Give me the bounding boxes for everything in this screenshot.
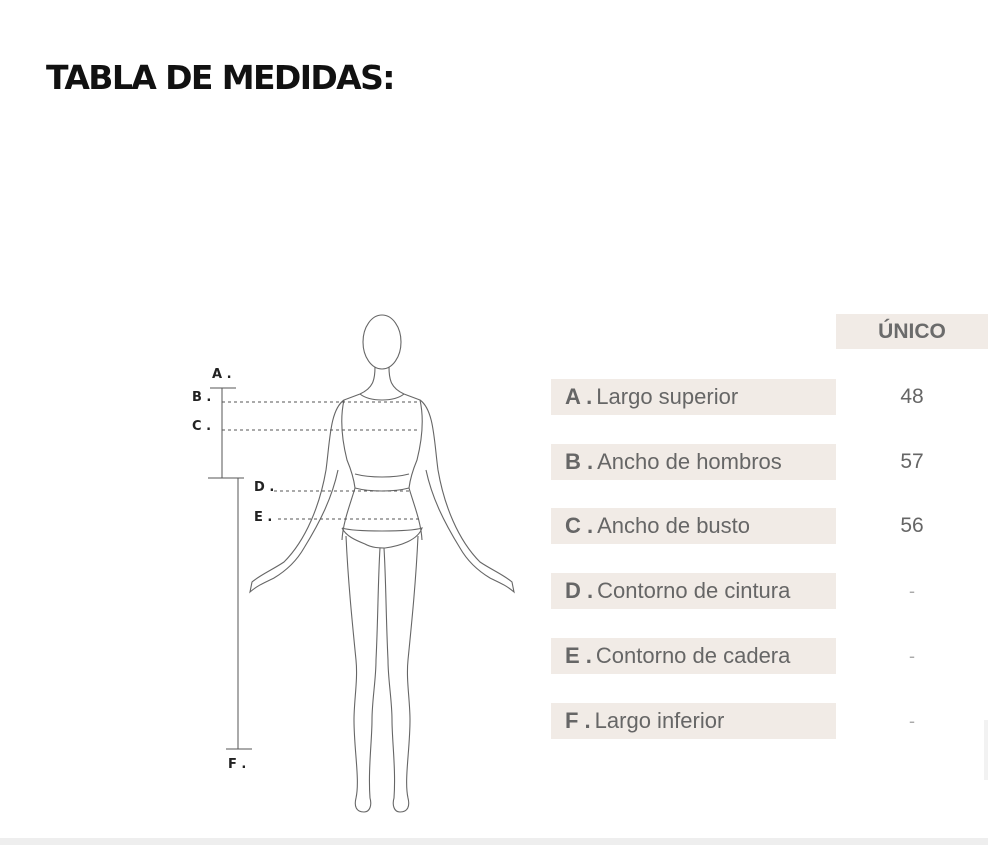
- measure-row-value: -: [909, 580, 915, 601]
- row-letter: F .: [565, 708, 591, 733]
- figure-label-e: E .: [254, 510, 273, 525]
- scroll-edge: [984, 720, 988, 780]
- figure-briefs: [342, 528, 422, 548]
- page-title: TABLA DE MEDIDAS:: [46, 58, 394, 97]
- figure-label-f: F .: [228, 757, 247, 772]
- row-letter: D .: [565, 578, 594, 603]
- measure-row-value: 57: [900, 450, 924, 473]
- measure-row-label: [551, 638, 836, 674]
- row-name: Contorno de cintura: [597, 578, 791, 603]
- figure-label-a: A .: [212, 367, 232, 382]
- figure-label-d: D .: [254, 480, 275, 495]
- body-outline-illustration: [180, 300, 540, 820]
- row-name: Ancho de hombros: [597, 449, 782, 474]
- row-name: Largo superior: [596, 384, 739, 409]
- measure-row-value: -: [909, 645, 915, 666]
- measure-row-value: -: [909, 710, 915, 731]
- figure-left-leg: [346, 536, 380, 812]
- row-name: Ancho de busto: [597, 513, 751, 538]
- measure-row-label: [551, 444, 836, 480]
- row-name: Contorno de cadera: [595, 643, 791, 668]
- figure-right-arm: [420, 400, 514, 592]
- row-letter: C .: [565, 513, 594, 538]
- figure-right-leg: [384, 536, 418, 812]
- figure-waistband: [355, 474, 409, 491]
- bottom-divider: [0, 838, 988, 845]
- figure-neckline: [360, 394, 404, 400]
- measure-row-label: [551, 508, 836, 544]
- figure-label-c: C .: [192, 419, 212, 434]
- figure-torso: [342, 367, 422, 540]
- row-name: Largo inferior: [594, 708, 725, 733]
- row-letter: A .: [565, 384, 593, 409]
- figure-head: [363, 315, 401, 369]
- row-letter: B .: [565, 449, 594, 474]
- measure-row-label: [551, 573, 836, 609]
- figure-left-arm: [250, 400, 344, 592]
- figure-label-b: B .: [192, 390, 212, 405]
- body-measurement-figure: [180, 300, 540, 820]
- measure-row-value: 56: [900, 514, 924, 537]
- size-column-header: ÚNICO: [836, 314, 988, 349]
- measure-row-value: 48: [900, 385, 924, 408]
- measure-row-label: [551, 703, 836, 739]
- measure-row-label: [551, 379, 836, 415]
- row-letter: E .: [565, 643, 592, 668]
